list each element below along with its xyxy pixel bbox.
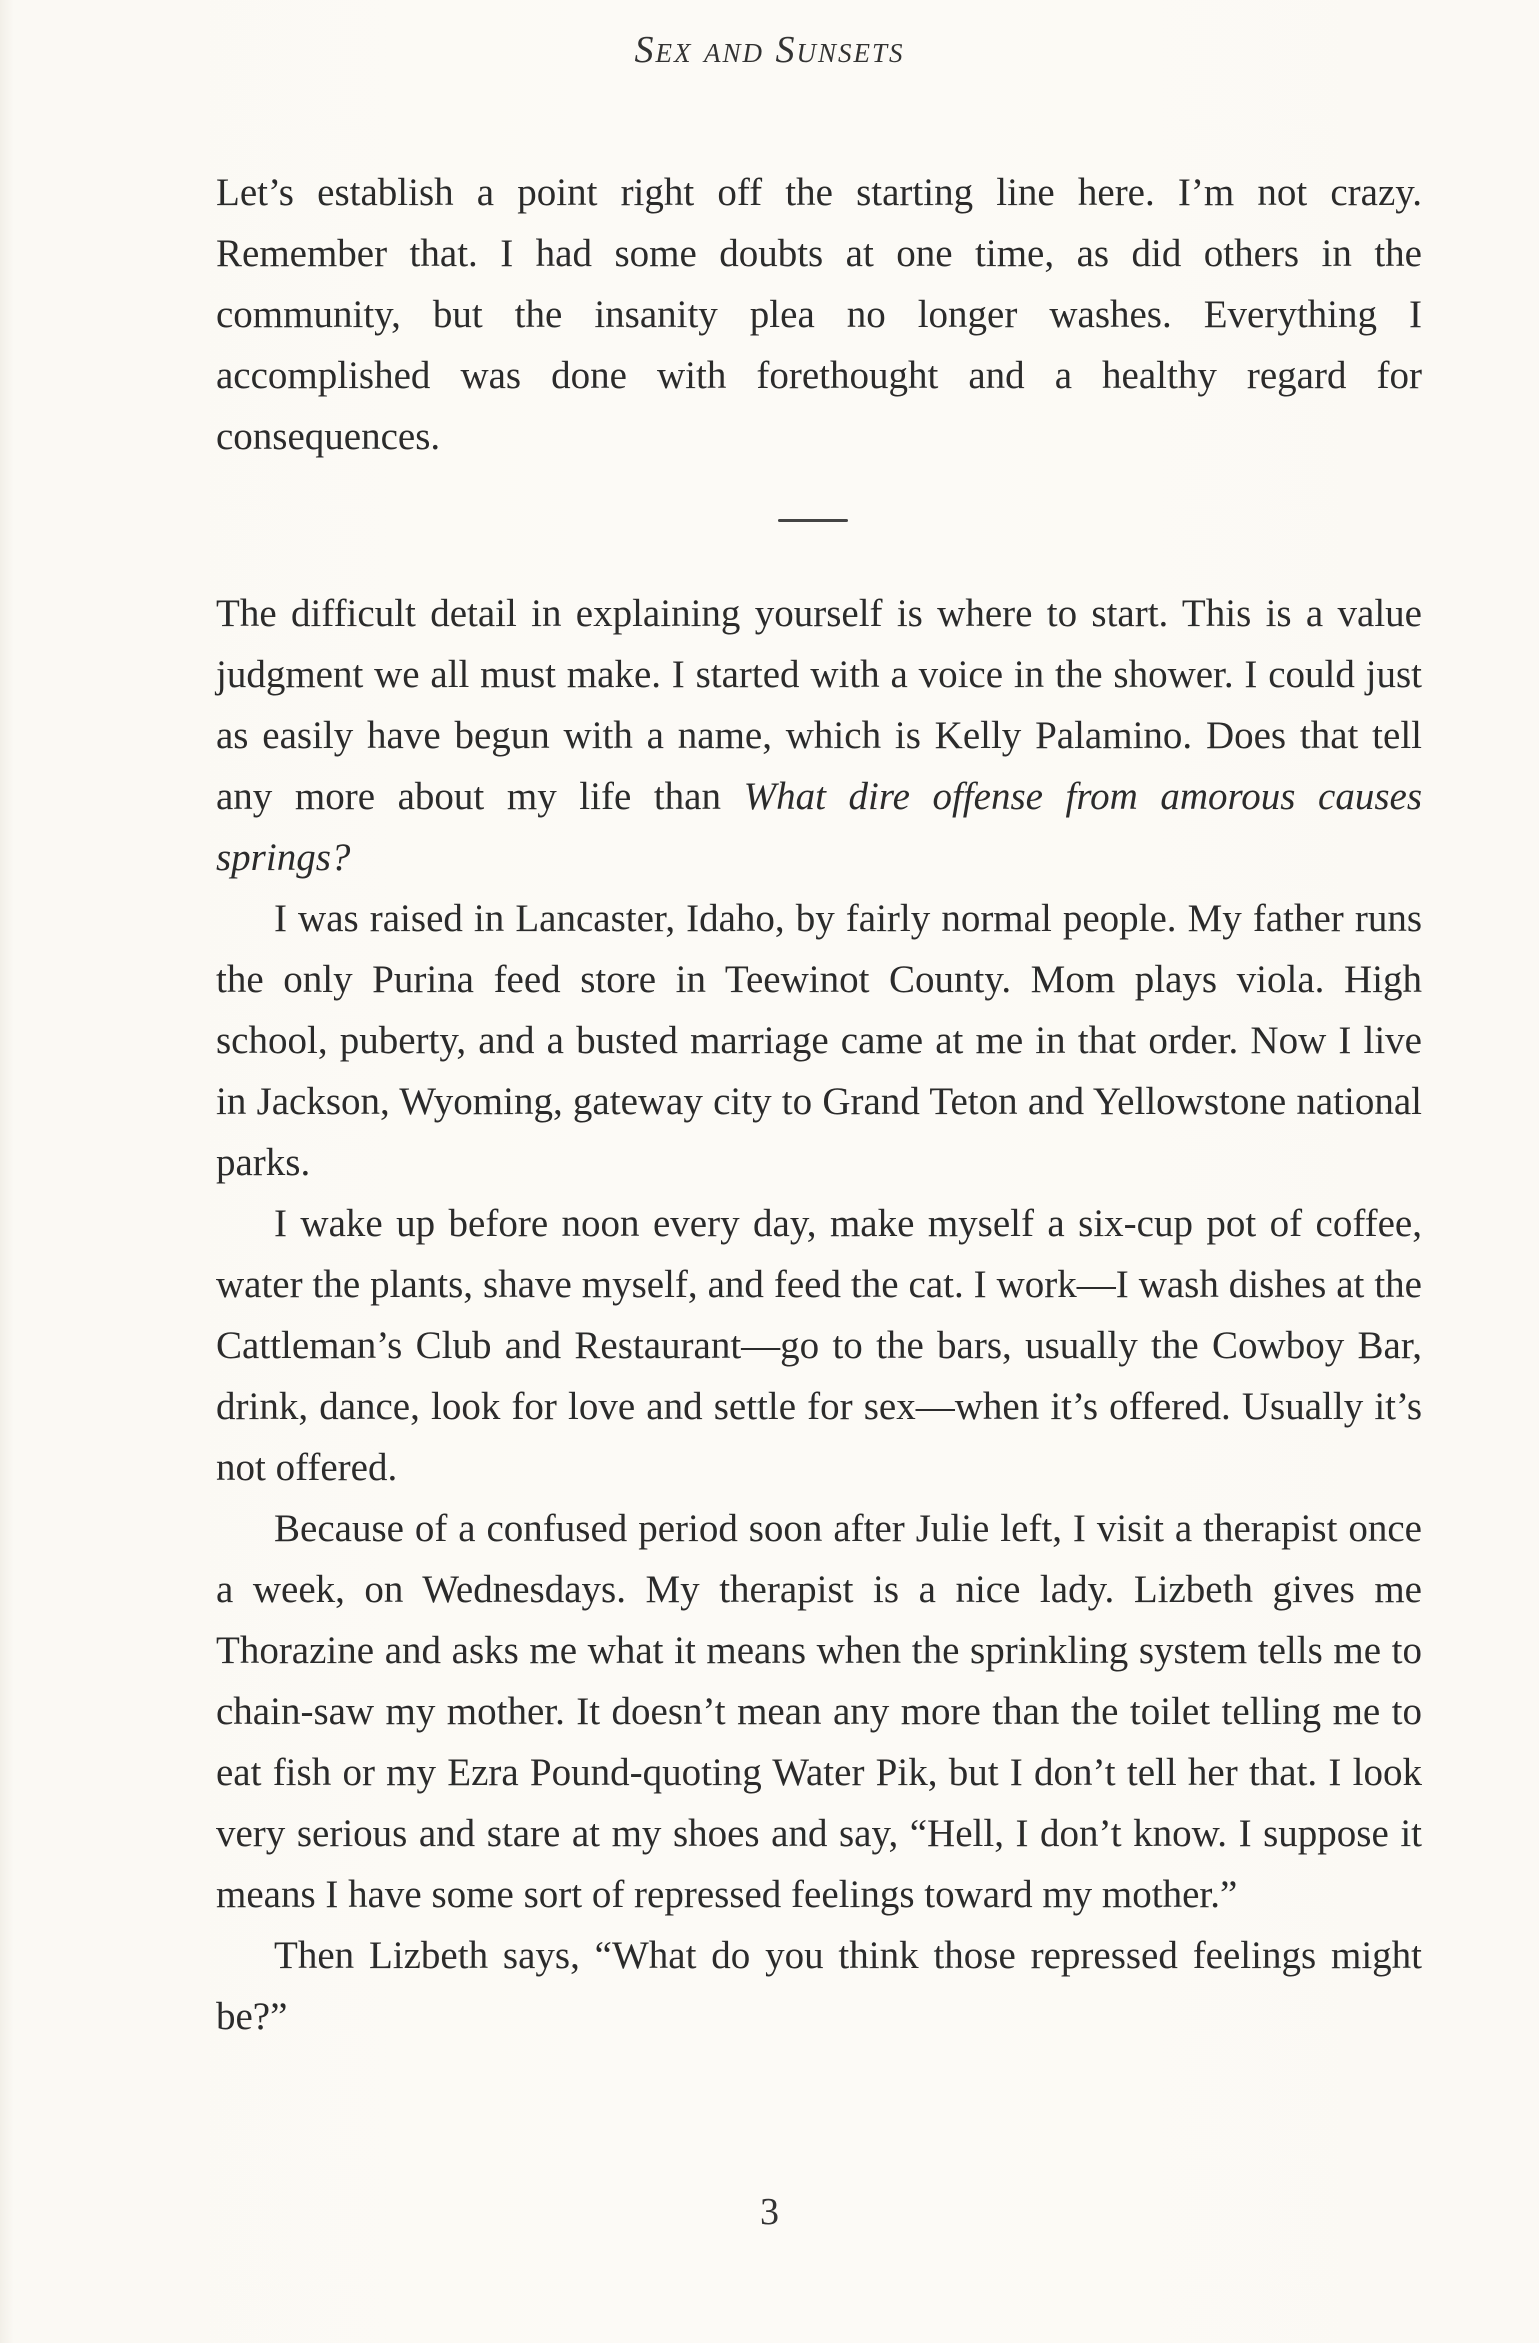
paragraph: I was raised in Lancaster, Idaho, by fairly normal people. My father runs the only Purina feed store in Teewinot County. Mom plays viola. High school, puberty, and a busted marriage came at me in that order. Now I live in Jackson, Wyoming, gateway city to Grand Teton and Yellowstone national parks. (216, 897, 1422, 1184)
paragraph: Because of a confused period soon after Julie left, I visit a therapist once a week, on Wednesdays. My therapist is a nice lady. Lizbeth gives me Thorazine and asks me what it means when the sprinkling system tells me to chain-saw my mother. It doesn’t mean any more than the toilet telling me to eat fish or my Ezra Pound-quoting Water Pik, but I don’t tell her that. I look very serious and stare at my shoes and say, “Hell, I don’t know. I suppose it means I have some sort of repressed feelings toward my mother.” (216, 1507, 1422, 1916)
running-head: Sex and Sunsets (634, 29, 905, 71)
paragraph: Then Lizbeth says, “What do you think those repressed feelings might be?” (216, 1934, 1422, 2038)
paragraph-opening (216, 583, 1422, 888)
section-1 (216, 162, 1422, 467)
paragraph-opening-text: The difficult detail in explaining yourself is where to start. This is a value judgment we all must make. I started with a voice in the shower. I could just as easily have begun with a name, which is Kelly Palamino. Does that tell any more about my life than (216, 592, 1422, 818)
section-break-ornament (778, 519, 848, 522)
paragraph: Let’s establish a point right off the starting line here. I’m not crazy. Remember that. I had some doubts at one time, as did others in the community, but the insanity plea no longer washes. Everything I accomplished was done with forethought and a healthy regard for consequences. (216, 171, 1422, 458)
page-number: 3 (760, 2191, 779, 2233)
paragraph: I wake up before noon every day, make myself a six-cup pot of coffee, water the plants, shave myself, and feed the cat. I work—I wash dishes at the Cattleman’s Club and Restaurant—go to the bars, usually the Cowboy Bar, drink, dance, look for love and settle for sex—when it’s offered. Usually it’s not offered. (216, 1202, 1422, 1489)
section-2 (216, 583, 1422, 2047)
italic-quotation: What dire offense from amorous causes springs? (216, 775, 1422, 879)
